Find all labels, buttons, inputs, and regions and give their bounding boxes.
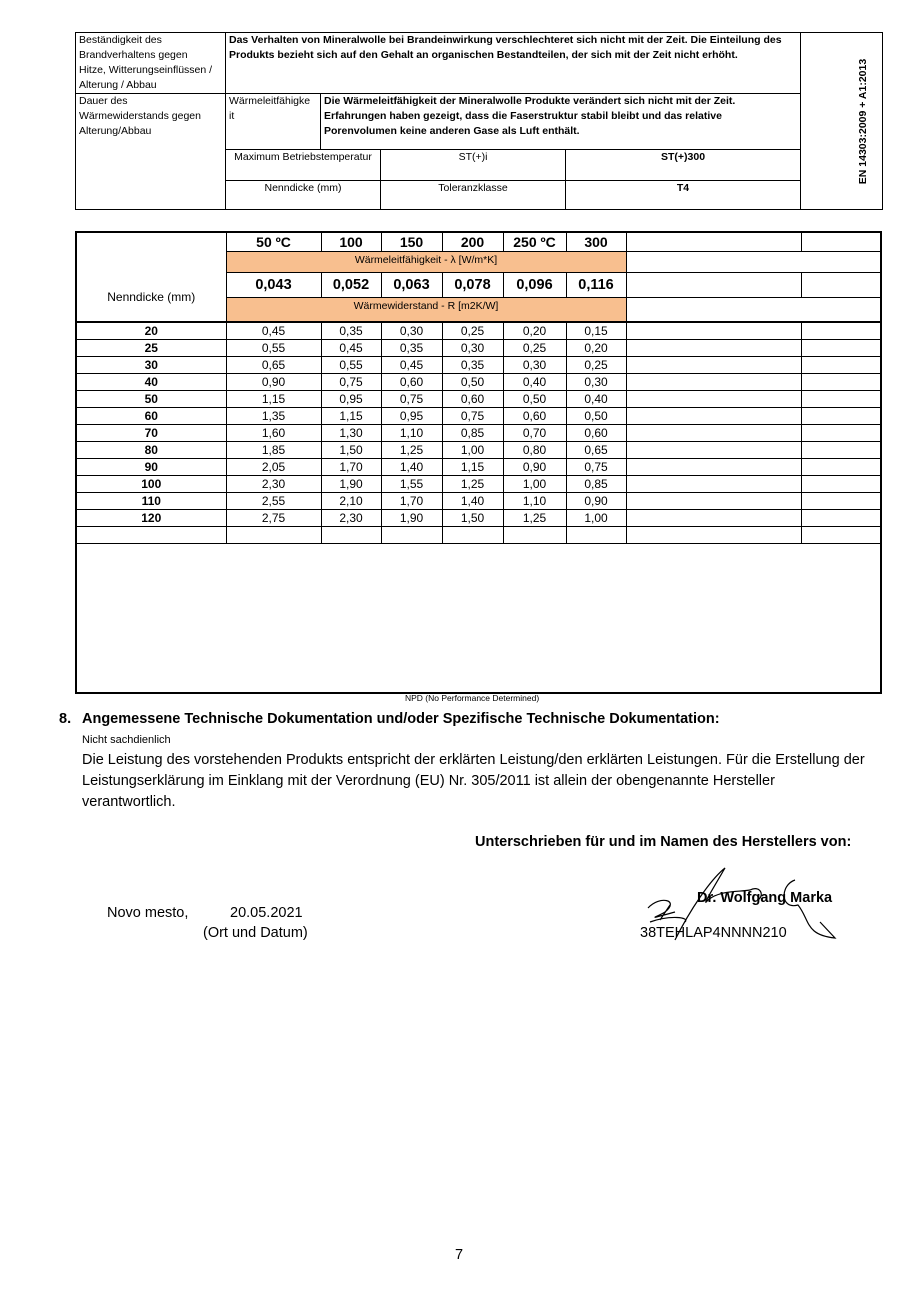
empty-cell bbox=[226, 527, 321, 544]
resistance-cell: 0,55 bbox=[226, 340, 321, 357]
resistance-cell: 0,85 bbox=[442, 425, 503, 442]
table-row bbox=[76, 357, 881, 374]
thickness-cell: 30 bbox=[76, 357, 226, 374]
thickness-cell: 20 bbox=[76, 322, 226, 340]
resistance-cell: 1,10 bbox=[381, 425, 442, 442]
resistance-cell: 0,20 bbox=[566, 340, 626, 357]
empty-cell bbox=[76, 527, 226, 544]
thermal-resistance-table bbox=[75, 231, 882, 694]
resistance-cell: 1,90 bbox=[321, 476, 381, 493]
resistance-cell: 1,50 bbox=[321, 442, 381, 459]
lambda-value: 0,078 bbox=[442, 273, 503, 298]
empty-cell bbox=[801, 391, 881, 408]
temp-header: 300 bbox=[566, 232, 626, 252]
tolerance-label: Toleranzklasse bbox=[381, 181, 566, 210]
resistance-cell: 1,15 bbox=[442, 459, 503, 476]
empty-cell bbox=[321, 527, 381, 544]
empty-cell bbox=[801, 425, 881, 442]
empty-area bbox=[76, 544, 881, 694]
npd-note: NPD (No Performance Determined) bbox=[405, 693, 540, 703]
empty-cell bbox=[626, 476, 801, 493]
lambda-label: Wärmeleitfähigkeit - λ [W/m*K] bbox=[226, 252, 626, 273]
table-row bbox=[76, 459, 881, 476]
section-number: 8. bbox=[59, 711, 72, 727]
temp-header: 100 bbox=[321, 232, 381, 252]
resistance-cell: 1,00 bbox=[566, 510, 626, 527]
empty-cell bbox=[626, 408, 801, 425]
resistance-cell: 0,30 bbox=[566, 374, 626, 391]
resistance-cell: 0,90 bbox=[566, 493, 626, 510]
resistance-cell: 2,30 bbox=[226, 476, 321, 493]
resistance-cell: 0,40 bbox=[566, 391, 626, 408]
table-row bbox=[76, 391, 881, 408]
resistance-cell: 1,90 bbox=[381, 510, 442, 527]
empty-cell bbox=[626, 232, 801, 252]
empty-cell bbox=[626, 493, 801, 510]
thickness-cell: 50 bbox=[76, 391, 226, 408]
resistance-cell: 2,05 bbox=[226, 459, 321, 476]
empty-cell bbox=[801, 459, 881, 476]
empty-cell bbox=[801, 476, 881, 493]
empty-cell bbox=[801, 273, 881, 298]
resistance-cell: 0,25 bbox=[442, 322, 503, 340]
place-date-label: (Ort und Datum) bbox=[203, 925, 308, 941]
resistance-cell: 0,60 bbox=[503, 408, 566, 425]
resistance-cell: 1,00 bbox=[503, 476, 566, 493]
resistance-cell: 0,15 bbox=[566, 322, 626, 340]
empty-cell bbox=[801, 442, 881, 459]
tolerance-value: T4 bbox=[566, 181, 801, 210]
resistance-cell: 0,50 bbox=[566, 408, 626, 425]
resistance-cell: 0,30 bbox=[381, 322, 442, 340]
resistance-cell: 1,30 bbox=[321, 425, 381, 442]
resistance-cell: 0,50 bbox=[503, 391, 566, 408]
resistance-cell: 0,20 bbox=[503, 322, 566, 340]
resistance-cell: 1,15 bbox=[226, 391, 321, 408]
resistance-cell: 0,85 bbox=[566, 476, 626, 493]
empty-cell bbox=[801, 493, 881, 510]
resistance-cell: 0,40 bbox=[503, 374, 566, 391]
date: 20.05.2021 bbox=[230, 905, 303, 921]
thickness-label: Nenndicke (mm) bbox=[226, 181, 381, 210]
resistance-cell: 0,80 bbox=[503, 442, 566, 459]
resistance-cell: 0,95 bbox=[381, 408, 442, 425]
resistance-cell: 0,45 bbox=[381, 357, 442, 374]
empty-cell bbox=[801, 232, 881, 252]
temp-header: 250 ºC bbox=[503, 232, 566, 252]
empty-cell bbox=[801, 322, 881, 340]
resistance-cell: 0,95 bbox=[321, 391, 381, 408]
empty-cell bbox=[626, 459, 801, 476]
resistance-cell: 0,70 bbox=[503, 425, 566, 442]
empty-cell bbox=[566, 527, 626, 544]
thickness-cell: 80 bbox=[76, 442, 226, 459]
thickness-cell: 120 bbox=[76, 510, 226, 527]
resistance-cell: 0,65 bbox=[566, 442, 626, 459]
max-temp-label: Maximum Betriebstemperatur bbox=[226, 150, 381, 181]
lambda-value: 0,116 bbox=[566, 273, 626, 298]
resistance-cell: 0,25 bbox=[503, 340, 566, 357]
r-label: Wärmewiderstand - R [m2K/W] bbox=[226, 298, 626, 323]
resistance-cell: 1,25 bbox=[503, 510, 566, 527]
resistance-cell: 1,10 bbox=[503, 493, 566, 510]
empty-cell bbox=[626, 322, 801, 340]
signature-heading: Unterschrieben für und im Namen des Herstellers von: bbox=[475, 834, 852, 850]
conductivity-text: Die Wärmeleitfähigkeit der Mineralwolle Produkte verändert sich nicht mit der Zeit. Erfahrungen haben gezeigt, dass die Faserstruktur stabil bleibt und das relative Porenvolumen keine anderen Gase als Luft enthält. bbox=[321, 94, 801, 150]
resistance-cell: 0,75 bbox=[566, 459, 626, 476]
table-row bbox=[76, 374, 881, 391]
fire-durability-label: Beständigkeit des Brandverhaltens gegen Hitze, Witterungseinflüssen / Alterung / Abbau bbox=[76, 33, 226, 94]
resistance-cell: 0,60 bbox=[381, 374, 442, 391]
resistance-cell: 0,35 bbox=[321, 322, 381, 340]
empty-cell bbox=[626, 391, 801, 408]
empty-cell bbox=[801, 374, 881, 391]
thermal-durability-label: Dauer des Wärmewiderstands gegen Alterung/Abbau bbox=[76, 94, 226, 210]
thickness-cell: 90 bbox=[76, 459, 226, 476]
resistance-cell: 1,35 bbox=[226, 408, 321, 425]
resistance-cell: 0,90 bbox=[503, 459, 566, 476]
lambda-value: 0,063 bbox=[381, 273, 442, 298]
max-temp-class: ST(+)i bbox=[381, 150, 566, 181]
handwritten-signature bbox=[630, 860, 850, 950]
resistance-cell: 0,90 bbox=[226, 374, 321, 391]
lambda-value: 0,052 bbox=[321, 273, 381, 298]
resistance-cell: 1,25 bbox=[442, 476, 503, 493]
resistance-cell: 0,30 bbox=[503, 357, 566, 374]
table-row bbox=[76, 493, 881, 510]
empty-cell bbox=[801, 527, 881, 544]
empty-cell bbox=[801, 340, 881, 357]
section-body: Die Leistung des vorstehenden Produkts entspricht der erklärten Leistung/den erklärten Leistungen. Für die Erstellung der Leistungserklärung im Einklang mit der Verordnung (EU) Nr. 305/2011 ist allein der obengenannte Hersteller verantwortlich. bbox=[82, 752, 865, 810]
empty-cell bbox=[626, 442, 801, 459]
resistance-cell: 1,60 bbox=[226, 425, 321, 442]
resistance-cell: 1,00 bbox=[442, 442, 503, 459]
empty-cell bbox=[503, 527, 566, 544]
table-row bbox=[76, 510, 881, 527]
resistance-cell: 0,35 bbox=[381, 340, 442, 357]
empty-cell bbox=[626, 252, 881, 273]
blank-row bbox=[76, 527, 881, 544]
empty-cell bbox=[801, 357, 881, 374]
resistance-cell: 0,55 bbox=[321, 357, 381, 374]
resistance-cell: 1,25 bbox=[381, 442, 442, 459]
page-number: 7 bbox=[455, 1247, 464, 1263]
max-temp-value: ST(+)300 bbox=[566, 150, 801, 181]
resistance-cell: 1,40 bbox=[442, 493, 503, 510]
resistance-cell: 0,45 bbox=[321, 340, 381, 357]
empty-cell bbox=[626, 298, 881, 323]
empty-cell bbox=[381, 527, 442, 544]
temp-header: 200 bbox=[442, 232, 503, 252]
resistance-cell: 0,25 bbox=[566, 357, 626, 374]
durability-table bbox=[75, 32, 883, 210]
thickness-cell: 40 bbox=[76, 374, 226, 391]
thickness-cell: 100 bbox=[76, 476, 226, 493]
thickness-cell: 25 bbox=[76, 340, 226, 357]
temp-header: 50 ºC bbox=[226, 232, 321, 252]
empty-cell bbox=[626, 374, 801, 391]
resistance-cell: 0,60 bbox=[566, 425, 626, 442]
resistance-cell: 1,70 bbox=[381, 493, 442, 510]
temp-header: 150 bbox=[381, 232, 442, 252]
resistance-cell: 1,50 bbox=[442, 510, 503, 527]
resistance-cell: 2,75 bbox=[226, 510, 321, 527]
table-row bbox=[76, 408, 881, 425]
resistance-cell: 1,85 bbox=[226, 442, 321, 459]
resistance-cell: 1,70 bbox=[321, 459, 381, 476]
resistance-cell: 0,30 bbox=[442, 340, 503, 357]
empty-cell bbox=[76, 544, 881, 694]
lambda-value: 0,043 bbox=[226, 273, 321, 298]
table-row bbox=[76, 442, 881, 459]
signer-name: Dr. Wolfgang Marka bbox=[697, 890, 833, 906]
empty-cell bbox=[626, 425, 801, 442]
section-subtitle: Nicht sachdienlich bbox=[82, 734, 171, 746]
resistance-cell: 1,55 bbox=[381, 476, 442, 493]
table-row bbox=[76, 322, 881, 340]
table-row bbox=[76, 340, 881, 357]
resistance-cell: 0,45 bbox=[226, 322, 321, 340]
resistance-cell: 0,50 bbox=[442, 374, 503, 391]
lambda-value: 0,096 bbox=[503, 273, 566, 298]
empty-cell bbox=[801, 408, 881, 425]
standard-label: EN 14303:2009 + A1:2013 bbox=[801, 33, 883, 210]
empty-cell bbox=[626, 273, 801, 298]
empty-cell bbox=[626, 357, 801, 374]
resistance-cell: 0,75 bbox=[321, 374, 381, 391]
resistance-cell: 0,75 bbox=[381, 391, 442, 408]
table-row bbox=[76, 476, 881, 493]
empty-cell bbox=[626, 527, 801, 544]
thickness-cell: 70 bbox=[76, 425, 226, 442]
empty-cell bbox=[626, 510, 801, 527]
resistance-cell: 1,40 bbox=[381, 459, 442, 476]
section-title: Angemessene Technische Dokumentation und/oder Spezifische Technische Dokumentation: bbox=[82, 711, 720, 727]
resistance-cell: 0,35 bbox=[442, 357, 503, 374]
resistance-cell: 0,60 bbox=[442, 391, 503, 408]
resistance-cell: 2,30 bbox=[321, 510, 381, 527]
empty-cell bbox=[626, 340, 801, 357]
resistance-cell: 0,75 bbox=[442, 408, 503, 425]
resistance-cell: 2,10 bbox=[321, 493, 381, 510]
resistance-cell: 0,65 bbox=[226, 357, 321, 374]
thickness-cell: 60 bbox=[76, 408, 226, 425]
empty-cell bbox=[801, 510, 881, 527]
empty-cell bbox=[442, 527, 503, 544]
thickness-header: Nenndicke (mm) bbox=[76, 232, 226, 322]
fire-durability-text: Das Verhalten von Mineralwolle bei Brandeinwirkung verschlechteret sich nicht mit der Zeit. Die Einteilung des Produkts bezieht sich auf den Gehalt an organischen Bestandteilen, der sich mit der Zeit nicht erhöht. bbox=[226, 33, 801, 94]
document-code: 38TEHLAP4NNNN210 bbox=[640, 925, 787, 941]
table-row bbox=[76, 425, 881, 442]
place: Novo mesto, bbox=[107, 905, 189, 921]
thickness-cell: 110 bbox=[76, 493, 226, 510]
resistance-cell: 1,15 bbox=[321, 408, 381, 425]
conductivity-sublabel: Wärmeleitfähigke it bbox=[226, 94, 321, 150]
resistance-cell: 2,55 bbox=[226, 493, 321, 510]
